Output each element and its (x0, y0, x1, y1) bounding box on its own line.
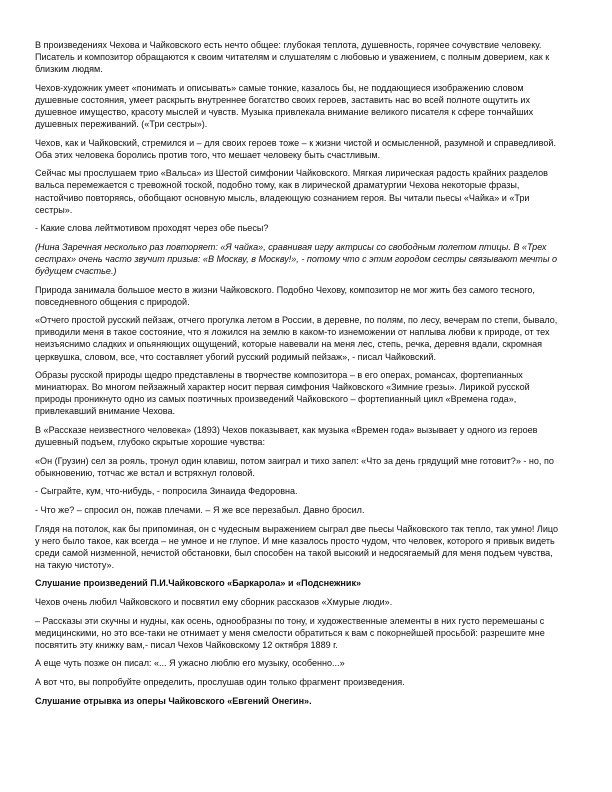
paragraph-images-nature: Образы русской природы щедро представлены в творчестве композитора – в его операх, романсах, фортепианных миниатюрах. Во многом пейзажный характер носит первая симфония Чайковского «Зимние грезы». Лирикой русской природы проникнуто одно из самых поэтичных произведений Чайковского – фортепианный цикл «Времена года», привлекавший внимание Чехова. (35, 370, 530, 417)
paragraph-unknown-man-story: В «Рассказе неизвестного человека» (1893) Чехов показывает, как музыка «Времен года» вызывает у одного из героев душевный подъем, глубоко скрытые хорошие чувства: (35, 425, 538, 448)
heading-listening-barcarolle: Слушание произведений П.И.Чайковского «Баркарола» и «Подснежник» (35, 578, 362, 589)
paragraph-nature: Природа занимала большое место в жизни Чайковского. Подобно Чехову, композитор не мог жить без самого тесного, повседневного общения с природой. (35, 284, 535, 307)
heading-listening-onegin: Слушание отрывка из оперы Чайковского «Евгений Онегин». (35, 695, 312, 706)
paragraph-chekhov-tchaikovsky: Чехов, как и Чайковский, стремился и – для своих героев тоже – к жизни чистой и осмысленной, разумной и справедливой. Оба этих человека боролись против того, что мешает человеку быть счастливым. (35, 137, 556, 160)
paragraph-dedication: Чехов очень любил Чайковского и посвятил ему сборник рассказов «Хмурые люди». (35, 597, 393, 608)
paragraph-quote-piano: «Он (Грузин) сел за рояль, тронул один клавиш, потом заиграл и тихо запел: «Что за день грядущий мне готовит?» - но, по обыкновению, тотчас же встал и встряхнул головой. (35, 455, 554, 478)
paragraph-dialogue-1: - Сыграйте, кум, что-нибудь, - попросила Зинаида Федоровна. (35, 486, 298, 497)
paragraph-intro: В произведениях Чехова и Чайковского есть нечто общее: глубокая теплота, душевность, горячее сочувствие человеку. Писатель и композитор обращаются к своим читателям и слушателям с любовью и уважением, с полным доверием, как к близким людям. (35, 40, 550, 75)
paragraph-waltz: Сейчас мы прослушаем трио «Вальса» из Шестой симфонии Чайковского. Мягкая лирическая радость крайних разделов вальса перемежается с тревожной тоской, подобно тому, как в лирической драматургии Чехова некоторые фразы, настойчиво повторяясь, обобщают основную мысль, владеющую сознанием героя. Вы читали пьесы «Чайка» и «Три сестры». (35, 168, 548, 215)
paragraph-chekhov-artist: Чехов-художник умеет «понимать и описывать» самые тонкие, казалось бы, не поддающиеся изображению словом душевные состояния, умеет раскрыть внутреннее богатство своих героев, заставить нас во всей полноте ощутить их душевное имущество, красоту мыслей и чувств. Музыка привлекала внимание великого писателя к сфере тончайших душевных переживаний. («Три сестры»). (35, 82, 534, 130)
paragraph-quote-landscape: «Отчего простой русский пейзаж, отчего прогулка летом в России, в деревне, по полям, по лесу, вечерам по степи, бывало, приводили меня в такое состояние, что я ложился на землю в каком-то изнеможении от наплыва любви к природе, от тех неизъяснимо сладких и опьяняющих ощущений, которые навевали на меня лес, степь, речка, деревня вдали, скромная церквушка, словом, все, что составляет убогий русский родимый пейзаж», - писал Чайковский. (35, 315, 558, 362)
paragraph-answer-italic: (Нина Заречная несколько раз повторяет: «Я чайка», сравнивая игру актрисы со свободным полетом птицы. В «Трех сестрах» очень часто звучит призыв: «В Москву, в Москву!», - потому что с этим городом сестры связывают мечты о будущем счастье.) (35, 241, 558, 276)
paragraph-ceiling: Глядя на потолок, как бы припоминая, он с чудесным выражением сыграл две пьесы Чайковского так тепло, так умно! Лицо у него было такое, как всегда – не умное и не глупое. И мне казалось просто чудом, что человек, которого я привык видеть среди самой низменной, нечистой обстановки, был способен на такой высокий и недосягаемый для меня подъем чувства, на такую чистоту». (35, 523, 559, 570)
paragraph-question: - Какие слова лейтмотивом проходят через обе пьесы? (35, 223, 269, 234)
paragraph-try-guess: А вот что, вы попробуйте определить, прослушав один только фрагмент произведения. (35, 677, 405, 688)
paragraph-later: А еще чуть позже он писал: «... Я ужасно люблю его музыку, особенно...» (35, 658, 345, 669)
paragraph-letter: – Рассказы эти скучны и нудны, как осень, однообразны по тону, и художественные элементы в них густо перемешаны с медицинскими, но это все-таки не отнимает у меня смелости обратиться к вам с покорнейшей просьбой: разрешите мне посвятить эту книжку вам,- писал Чехов Чайковскому 12 октября 1889 г. (35, 615, 545, 650)
paragraph-dialogue-2: - Что же? – спросил он, пожав плечами. – Я же все перезабыл. Давно бросил. (35, 505, 365, 515)
